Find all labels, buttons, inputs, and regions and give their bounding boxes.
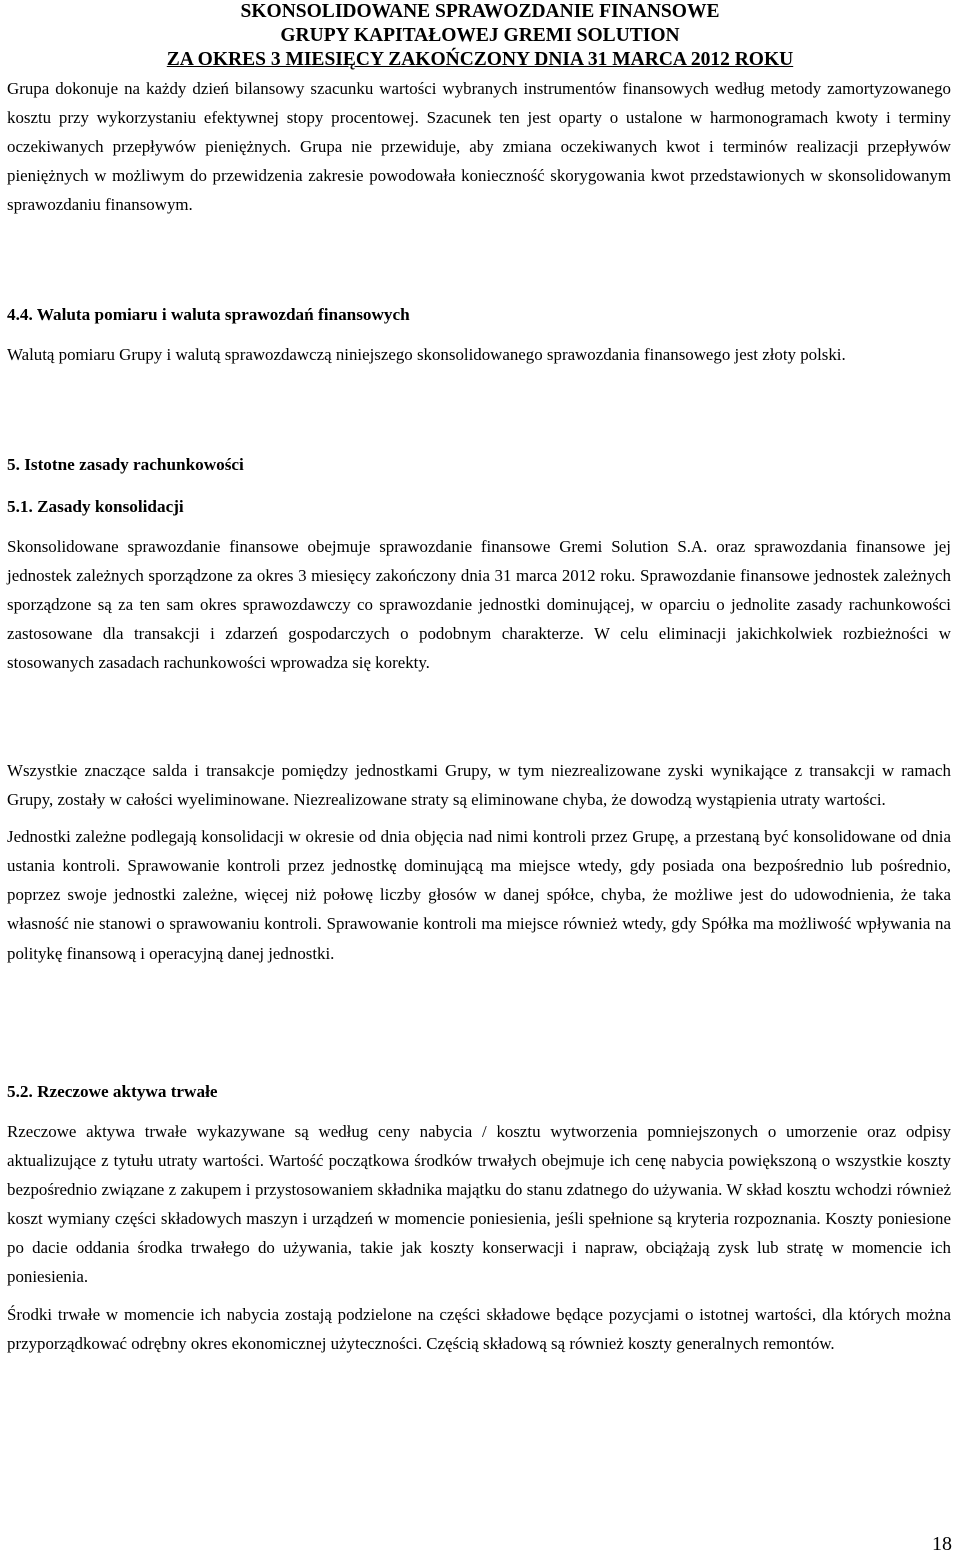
section-5-heading: 5. Istotne zasady rachunkowości [7, 455, 244, 474]
section-5-2 [7, 1077, 951, 1358]
header-title-line2: GRUPY KAPITAŁOWEJ GREMI SOLUTION [280, 25, 680, 46]
section-5-2-heading: 5.2. Rzeczowe aktywa trwałe [7, 1082, 218, 1101]
section-5 [7, 450, 951, 479]
section-5-1-paragraph-1: Skonsolidowane sprawozdanie finansowe obejmuje sprawozdanie finansowe Gremi Solution S.A. oraz sprawozdania finansowe jej jednostek zależnych sporządzone za okres 3 miesięcy zakończony dnia 31 marca 2012 roku. Sprawozdanie finansowe jednostek zależnych sporządzone są za ten sam okres sprawozdawczy co sprawozdanie jednostki dominującej, w oparciu o jednolite zasady rachunkowości zastosowane dla transakcji i zdarzeń gospodarczych o podobnym charakterze. W celu eliminacji jakichkolwiek rozbieżności w stosowanych zasadach rachunkowości wprowadza się korekty. [7, 537, 951, 673]
section-5-1-heading: 5.1. Zasady konsolidacji [7, 497, 184, 516]
section-4-4-heading: 4.4. Waluta pomiaru i waluta sprawozdań finansowych [7, 305, 410, 324]
section-5-2-paragraph-1: Rzeczowe aktywa trwałe wykazywane są według ceny nabycia / kosztu wytworzenia pomniejszonych o umorzenie oraz odpisy aktualizujące z tytułu utraty wartości. Wartość początkowa środków trwałych obejmuje ich cenę nabycia powiększoną o wszystkie koszty bezpośrednio związane z zakupem i przystosowaniem składnika majątku do stanu zdatnego do używania. W skład kosztu wchodzi również koszt wymiany części składowych maszyn i urządzeń w momencie poniesienia, jeśli spełnione są kryteria rozpoznania. Koszty poniesione po dacie oddania środka trwałego do używania, takie jak koszty konserwacji i napraw, obciążają zysk lub stratę w momencie ich poniesienia. [7, 1122, 951, 1287]
section-4-4-paragraph: Walutą pomiaru Grupy i walutą sprawozdawczą niniejszego skonsolidowanego sprawozdania finansowego jest złoty polski. [7, 345, 846, 364]
header-title-line1: SKONSOLIDOWANE SPRAWOZDANIE FINANSOWE [240, 1, 720, 22]
page-number: 18 [932, 1533, 952, 1555]
section-5-2-paragraph-2: Środki trwałe w momencie ich nabycia zostają podzielone na części składowe będące pozycjami o istotnej wartości, dla których można przyporządkować odrębny okres ekonomicznej użyteczności. Częścią składową są również koszty generalnych remontów. [7, 1304, 951, 1353]
section-5-1 [7, 492, 951, 677]
section-5-1-paragraph-2: Wszystkie znaczące salda i transakcje pomiędzy jednostkami Grupy, w tym niezrealizowane zyski wynikające z transakcji w ramach Grupy, zostały w całości wyeliminowane. Niezrealizowane straty są eliminowane chyba, że dowodzą wystąpienia utraty wartości. [7, 761, 951, 810]
section-5-1-paragraph-3: Jednostki zależne podlegają konsolidacji w okresie od dnia objęcia nad nimi kontroli przez Grupę, a przestaną być konsolidowane od dnia ustania kontroli. Sprawowanie kontroli przez jednostkę dominującą ma miejsce wtedy, gdy posiada ona bezpośrednio lub pośrednio, poprzez swoje jednostki zależne, więcej niż połowę liczby głosów w danej spółce, chyba, że możliwe jest do udowodnienia, że taka własność nie stanowi o sprawowaniu kontroli. Sprawowanie kontroli ma miejsce również wtedy, gdy Spółka ma możliwość wpływania na politykę finansową i operacyjną danej jednostki. [7, 827, 951, 963]
section-4-4 [7, 300, 951, 369]
section-5-1-continued [7, 756, 951, 968]
header-title-line3: ZA OKRES 3 MIESIĘCY ZAKOŃCZONY DNIA 31 MARCA 2012 ROKU [166, 49, 794, 70]
document-header [0, 0, 960, 72]
intro-paragraph: Grupa dokonuje na każdy dzień bilansowy szacunku wartości wybranych instrumentów finansowych według metody zamortyzowanego kosztu przy wykorzystaniu efektywnej stopy procentowej. Szacunek ten jest oparty o ustalone w harmonogramach kwoty i terminy oczekiwanych przepływów pieniężnych. Grupa nie przewiduje, aby zmiana oczekiwanych kwot i terminów realizacji przepływów pieniężnych w możliwym do przewidzenia zakresie powodowała konieczność skorygowania kwot przedstawionych w skonsolidowanym sprawozdaniu finansowym. [7, 79, 951, 215]
intro-block [7, 74, 951, 219]
